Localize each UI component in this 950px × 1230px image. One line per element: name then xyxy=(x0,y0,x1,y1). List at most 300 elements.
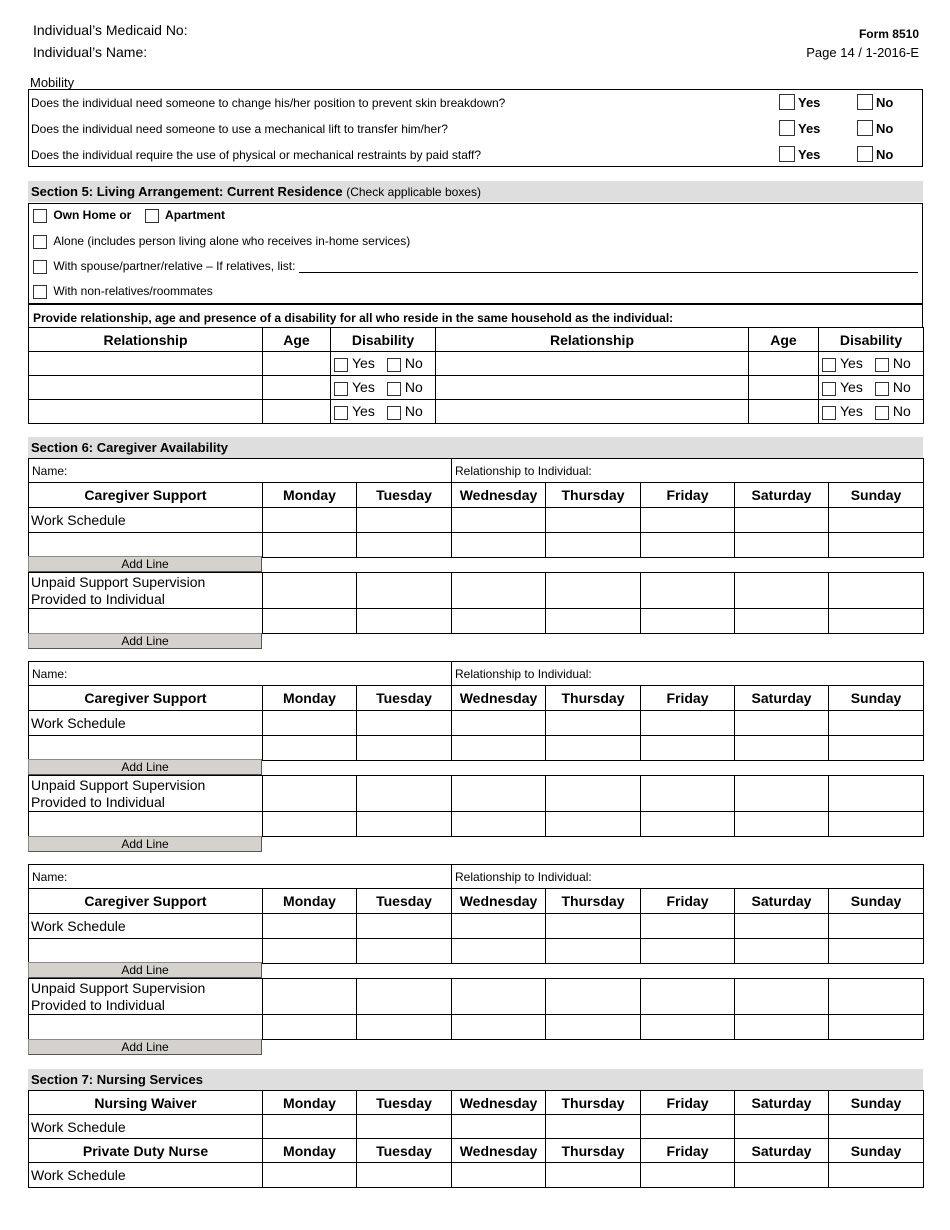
schedule-cell[interactable] xyxy=(546,776,641,812)
unpaid-line-2: Provided to Individual xyxy=(31,590,165,607)
no-label: No xyxy=(876,95,894,110)
day-header-sunday: Sunday xyxy=(829,1091,924,1115)
schedule-cell[interactable] xyxy=(263,812,357,837)
schedule-cell[interactable] xyxy=(546,508,641,533)
no-label: No xyxy=(892,355,911,372)
nursing-services-table xyxy=(28,1090,924,1188)
schedule-cell[interactable] xyxy=(735,711,829,736)
mobility-box xyxy=(28,89,923,167)
spouse-label: With spouse/partner/relative – If relatives, list: xyxy=(53,259,296,273)
caregiver-schedule-table xyxy=(28,888,924,964)
table-row xyxy=(29,914,924,939)
schedule-cell[interactable] xyxy=(357,914,452,939)
day-header-saturday: Saturday xyxy=(735,483,829,508)
schedule-cell[interactable] xyxy=(357,736,452,761)
schedule-cell[interactable] xyxy=(546,812,641,837)
schedule-cell[interactable] xyxy=(829,939,924,964)
schedule-cell[interactable] xyxy=(452,939,546,964)
day-header-sunday: Sunday xyxy=(829,483,924,508)
day-header-friday: Friday xyxy=(641,686,735,711)
schedule-cell[interactable] xyxy=(546,939,641,964)
name-label: Name: xyxy=(32,463,68,478)
day-header-tuesday: Tuesday xyxy=(357,483,452,508)
section6-title: Section 6: Caregiver Availability xyxy=(31,440,228,455)
own-home-label: Own Home or xyxy=(53,208,132,222)
medicaid-number-label: Individual’s Medicaid No: xyxy=(33,22,188,38)
table-row xyxy=(29,979,924,1015)
schedule-cell[interactable] xyxy=(263,1015,357,1040)
table-row xyxy=(29,1163,924,1188)
disability-cell xyxy=(819,376,924,400)
schedule-cell[interactable] xyxy=(546,979,641,1015)
caregiver-support-header: Caregiver Support xyxy=(29,889,263,914)
checkbox[interactable] xyxy=(779,94,795,110)
own-home-checkbox[interactable] xyxy=(33,209,47,223)
no-checkbox[interactable] xyxy=(875,382,889,396)
spouse-checkbox[interactable] xyxy=(33,260,47,274)
unpaid-support-label xyxy=(29,573,263,609)
schedule-cell[interactable] xyxy=(641,533,735,558)
yes-label: Yes xyxy=(798,121,821,136)
schedule-cell[interactable] xyxy=(641,812,735,837)
schedule-cell[interactable] xyxy=(641,711,735,736)
caregiver-name-field[interactable] xyxy=(29,459,452,483)
living-arrangement-box xyxy=(28,203,923,304)
mobility-q3-no[interactable] xyxy=(857,146,893,162)
day-header-sunday: Sunday xyxy=(829,686,924,711)
relationship-label: Relationship to Individual: xyxy=(455,869,592,884)
caregiver-name-field[interactable] xyxy=(29,865,452,889)
mobility-q1-yes[interactable] xyxy=(779,94,820,110)
caregiver-support-header: Caregiver Support xyxy=(29,483,263,508)
nonrel-checkbox[interactable] xyxy=(33,285,47,299)
mobility-q2-no[interactable] xyxy=(857,120,893,136)
table-row xyxy=(29,609,924,634)
schedule-cell[interactable] xyxy=(263,736,357,761)
day-header-tuesday: Tuesday xyxy=(357,1091,452,1115)
day-header-thursday: Thursday xyxy=(546,889,641,914)
schedule-cell[interactable] xyxy=(357,573,452,609)
schedule-cell[interactable] xyxy=(735,939,829,964)
schedule-cell[interactable] xyxy=(735,979,829,1015)
schedule-cell[interactable] xyxy=(829,736,924,761)
schedule-cell[interactable] xyxy=(829,914,924,939)
no-label: No xyxy=(892,403,911,420)
day-header-tuesday: Tuesday xyxy=(357,889,452,914)
schedule-cell[interactable] xyxy=(641,776,735,812)
schedule-cell[interactable] xyxy=(357,939,452,964)
schedule-cell[interactable] xyxy=(735,508,829,533)
caregiver-name-row xyxy=(28,661,924,686)
day-header-tuesday: Tuesday xyxy=(357,686,452,711)
section6-header xyxy=(28,437,923,458)
schedule-cell[interactable] xyxy=(263,508,357,533)
no-label: No xyxy=(892,379,911,396)
schedule-cell[interactable] xyxy=(829,609,924,634)
schedule-cell[interactable] xyxy=(735,736,829,761)
schedule-cell[interactable] xyxy=(357,711,452,736)
day-header-wednesday: Wednesday xyxy=(452,1139,546,1163)
col-relationship: Relationship xyxy=(436,328,749,352)
nursing-waiver-header: Nursing Waiver xyxy=(29,1091,263,1115)
schedule-cell[interactable] xyxy=(641,573,735,609)
schedule-cell[interactable] xyxy=(546,1163,641,1188)
schedule-cell[interactable] xyxy=(829,533,924,558)
caregiver-relationship-field[interactable] xyxy=(452,459,924,483)
nonrel-label: With non-relatives/roommates xyxy=(53,284,213,298)
work-schedule-label: Work Schedule xyxy=(29,711,263,736)
age-cell[interactable] xyxy=(749,352,819,376)
table-row xyxy=(29,711,924,736)
unpaid-line-1: Unpaid Support Supervision xyxy=(31,776,206,793)
schedule-cell[interactable] xyxy=(735,1015,829,1040)
caregiver-schedule-table xyxy=(28,482,924,558)
table-row xyxy=(29,736,924,761)
yes-checkbox[interactable] xyxy=(822,382,836,396)
schedule-cell[interactable] xyxy=(735,573,829,609)
yes-checkbox[interactable] xyxy=(334,406,348,420)
yes-label: Yes xyxy=(840,379,863,396)
add-line-button[interactable]: Add Line xyxy=(28,1039,262,1055)
schedule-cell[interactable] xyxy=(263,1163,357,1188)
caregiver-schedule-table xyxy=(28,685,924,761)
schedule-cell[interactable] xyxy=(641,914,735,939)
schedule-cell[interactable] xyxy=(452,1163,546,1188)
day-header-tuesday: Tuesday xyxy=(357,1139,452,1163)
schedule-label-cell[interactable] xyxy=(29,736,263,761)
caregiver-relationship-field[interactable] xyxy=(452,865,924,889)
schedule-cell[interactable] xyxy=(641,609,735,634)
add-line-button[interactable]: Add Line xyxy=(28,556,262,572)
day-header-sunday: Sunday xyxy=(829,889,924,914)
work-schedule-label: Work Schedule xyxy=(29,508,263,533)
schedule-cell[interactable] xyxy=(357,533,452,558)
schedule-cell[interactable] xyxy=(546,1115,641,1139)
apartment-label: Apartment xyxy=(165,208,226,222)
schedule-cell[interactable] xyxy=(641,979,735,1015)
mobility-question-2: Does the individual need someone to use a mechanical lift to transfer him/her? xyxy=(31,122,448,136)
mobility-q2-yes[interactable] xyxy=(779,120,820,136)
checkbox[interactable] xyxy=(779,146,795,162)
day-header-monday: Monday xyxy=(263,889,357,914)
name-label: Name: xyxy=(32,666,68,681)
schedule-cell[interactable] xyxy=(263,711,357,736)
schedule-cell[interactable] xyxy=(735,812,829,837)
schedule-cell[interactable] xyxy=(452,736,546,761)
own-home-row xyxy=(33,208,922,223)
table-row xyxy=(29,400,924,424)
caregiver-name-row xyxy=(28,458,924,483)
relationship-cell[interactable] xyxy=(29,400,263,424)
schedule-cell[interactable] xyxy=(357,609,452,634)
schedule-cell[interactable] xyxy=(452,609,546,634)
schedule-cell[interactable] xyxy=(357,776,452,812)
no-checkbox[interactable] xyxy=(875,406,889,420)
schedule-cell[interactable] xyxy=(357,1115,452,1139)
no-checkbox[interactable] xyxy=(875,358,889,372)
no-label: No xyxy=(876,121,894,136)
age-cell[interactable] xyxy=(749,376,819,400)
disability-cell xyxy=(331,376,436,400)
provide-instruction: Provide relationship, age and presence of a disability for all who reside in the same household as the individual: xyxy=(33,311,674,325)
relationship-cell[interactable] xyxy=(29,352,263,376)
day-header-monday: Monday xyxy=(263,1139,357,1163)
day-header-thursday: Thursday xyxy=(546,686,641,711)
table-row xyxy=(29,812,924,837)
age-cell[interactable] xyxy=(749,400,819,424)
alone-row xyxy=(33,234,922,249)
schedule-cell[interactable] xyxy=(546,573,641,609)
schedule-cell[interactable] xyxy=(263,939,357,964)
schedule-cell[interactable] xyxy=(452,979,546,1015)
yes-checkbox[interactable] xyxy=(822,406,836,420)
day-header-thursday: Thursday xyxy=(546,1139,641,1163)
day-header-sunday: Sunday xyxy=(829,1139,924,1163)
mobility-q3-yes[interactable] xyxy=(779,146,820,162)
yes-checkbox[interactable] xyxy=(822,358,836,372)
relationship-label: Relationship to Individual: xyxy=(455,463,592,478)
no-label: No xyxy=(404,379,423,396)
relatives-list-input[interactable] xyxy=(299,272,918,273)
schedule-cell[interactable] xyxy=(641,1015,735,1040)
yes-label: Yes xyxy=(352,403,375,420)
disability-cell xyxy=(331,352,436,376)
schedule-cell[interactable] xyxy=(829,1015,924,1040)
schedule-label-cell[interactable] xyxy=(29,939,263,964)
col-relationship: Relationship xyxy=(29,328,263,352)
unpaid-support-label xyxy=(29,776,263,812)
age-cell[interactable] xyxy=(263,400,331,424)
unpaid-line-2: Provided to Individual xyxy=(31,996,165,1013)
no-checkbox[interactable] xyxy=(387,358,401,372)
day-header-thursday: Thursday xyxy=(546,1091,641,1115)
yes-checkbox[interactable] xyxy=(334,358,348,372)
section5-header xyxy=(28,181,923,202)
table-row xyxy=(29,1115,924,1139)
caregiver-name-field[interactable] xyxy=(29,662,452,686)
schedule-cell[interactable] xyxy=(357,1015,452,1040)
schedule-cell[interactable] xyxy=(452,1115,546,1139)
yes-label: Yes xyxy=(352,379,375,396)
schedule-cell[interactable] xyxy=(546,914,641,939)
day-header-wednesday: Wednesday xyxy=(452,686,546,711)
unpaid-line-1: Unpaid Support Supervision xyxy=(31,979,206,996)
schedule-label-cell[interactable] xyxy=(29,1015,263,1040)
day-header-saturday: Saturday xyxy=(735,1139,829,1163)
caregiver-relationship-field[interactable] xyxy=(452,662,924,686)
schedule-cell[interactable] xyxy=(263,533,357,558)
schedule-label-cell[interactable] xyxy=(29,609,263,634)
table-row xyxy=(29,508,924,533)
yes-label: Yes xyxy=(352,355,375,372)
schedule-cell[interactable] xyxy=(546,609,641,634)
no-checkbox[interactable] xyxy=(387,382,401,396)
table-row xyxy=(29,939,924,964)
schedule-cell[interactable] xyxy=(735,776,829,812)
schedule-cell[interactable] xyxy=(452,573,546,609)
schedule-label-cell[interactable] xyxy=(29,812,263,837)
col-age: Age xyxy=(263,328,331,352)
page-number: Page 14 / 1-2016-E xyxy=(806,45,919,60)
unpaid-support-table xyxy=(28,572,924,634)
schedule-cell[interactable] xyxy=(829,979,924,1015)
section5-subtitle: (Check applicable boxes) xyxy=(346,185,481,199)
no-label: No xyxy=(404,355,423,372)
form-number: Form 8510 xyxy=(858,27,919,41)
add-line-button[interactable]: Add Line xyxy=(28,633,262,649)
mobility-title: Mobility xyxy=(30,75,75,90)
add-line-button[interactable]: Add Line xyxy=(28,836,262,852)
day-header-friday: Friday xyxy=(641,889,735,914)
unpaid-line-1: Unpaid Support Supervision xyxy=(31,573,206,590)
no-label: No xyxy=(876,147,894,162)
unpaid-support-table xyxy=(28,775,924,837)
schedule-cell[interactable] xyxy=(452,812,546,837)
checkbox[interactable] xyxy=(857,146,873,162)
yes-label: Yes xyxy=(840,403,863,420)
yes-label: Yes xyxy=(840,355,863,372)
alone-label: Alone (includes person living alone who receives in-home services) xyxy=(53,234,411,248)
work-schedule-label: Work Schedule xyxy=(29,914,263,939)
disability-cell xyxy=(819,400,924,424)
add-line-button[interactable]: Add Line xyxy=(28,759,262,775)
schedule-cell[interactable] xyxy=(641,736,735,761)
schedule-cell[interactable] xyxy=(829,812,924,837)
schedule-cell[interactable] xyxy=(829,508,924,533)
table-row xyxy=(29,376,924,400)
relationship-cell[interactable] xyxy=(436,400,749,424)
table-row xyxy=(29,776,924,812)
schedule-label-cell[interactable] xyxy=(29,533,263,558)
day-header-wednesday: Wednesday xyxy=(452,1091,546,1115)
relationship-cell[interactable] xyxy=(436,352,749,376)
schedule-cell[interactable] xyxy=(546,533,641,558)
schedule-cell[interactable] xyxy=(735,609,829,634)
mobility-question-3: Does the individual require the use of physical or mechanical restraints by paid staff? xyxy=(31,148,482,162)
mobility-q1-no[interactable] xyxy=(857,94,893,110)
schedule-cell[interactable] xyxy=(452,533,546,558)
day-header-saturday: Saturday xyxy=(735,1091,829,1115)
relationship-cell[interactable] xyxy=(29,376,263,400)
household-table xyxy=(28,327,924,424)
day-header-wednesday: Wednesday xyxy=(452,889,546,914)
apartment-checkbox[interactable] xyxy=(145,209,159,223)
schedule-cell[interactable] xyxy=(641,508,735,533)
private-duty-nurse-header: Private Duty Nurse xyxy=(29,1139,263,1163)
day-header-wednesday: Wednesday xyxy=(452,483,546,508)
caregiver-support-header: Caregiver Support xyxy=(29,686,263,711)
yes-label: Yes xyxy=(798,95,821,110)
day-header-saturday: Saturday xyxy=(735,889,829,914)
unpaid-support-table xyxy=(28,978,924,1040)
schedule-cell[interactable] xyxy=(641,1115,735,1139)
day-header-friday: Friday xyxy=(641,483,735,508)
caregiver-name-row xyxy=(28,864,924,889)
schedule-cell[interactable] xyxy=(452,508,546,533)
schedule-cell[interactable] xyxy=(641,1163,735,1188)
individual-name-label: Individual’s Name: xyxy=(33,44,148,60)
checkbox[interactable] xyxy=(779,120,795,136)
unpaid-support-label xyxy=(29,979,263,1015)
age-cell[interactable] xyxy=(263,376,331,400)
work-schedule-label: Work Schedule xyxy=(29,1163,263,1188)
relationship-cell[interactable] xyxy=(436,376,749,400)
alone-checkbox[interactable] xyxy=(33,235,47,249)
day-header-friday: Friday xyxy=(641,1091,735,1115)
yes-label: Yes xyxy=(798,147,821,162)
schedule-cell[interactable] xyxy=(452,711,546,736)
table-row xyxy=(29,352,924,376)
no-checkbox[interactable] xyxy=(387,406,401,420)
col-age: Age xyxy=(749,328,819,352)
section5-title: Section 5: Living Arrangement: Current Residence xyxy=(31,184,343,199)
col-disability: Disability xyxy=(331,328,436,352)
add-line-button[interactable]: Add Line xyxy=(28,962,262,978)
day-header-monday: Monday xyxy=(263,686,357,711)
schedule-cell[interactable] xyxy=(263,776,357,812)
checkbox[interactable] xyxy=(857,94,873,110)
schedule-cell[interactable] xyxy=(452,776,546,812)
schedule-cell[interactable] xyxy=(357,979,452,1015)
schedule-cell[interactable] xyxy=(829,1163,924,1188)
schedule-cell[interactable] xyxy=(263,979,357,1015)
schedule-cell[interactable] xyxy=(829,1115,924,1139)
provide-row xyxy=(28,304,923,327)
disability-cell xyxy=(331,400,436,424)
day-header-thursday: Thursday xyxy=(546,483,641,508)
day-header-monday: Monday xyxy=(263,483,357,508)
schedule-cell[interactable] xyxy=(735,533,829,558)
schedule-cell[interactable] xyxy=(546,736,641,761)
disability-cell xyxy=(819,352,924,376)
schedule-cell[interactable] xyxy=(452,1015,546,1040)
schedule-cell[interactable] xyxy=(263,1115,357,1139)
schedule-cell[interactable] xyxy=(735,1163,829,1188)
schedule-cell[interactable] xyxy=(263,914,357,939)
col-disability: Disability xyxy=(819,328,924,352)
section7-header xyxy=(28,1069,923,1090)
schedule-cell[interactable] xyxy=(735,914,829,939)
nonrel-row xyxy=(33,284,922,299)
schedule-cell[interactable] xyxy=(546,1015,641,1040)
schedule-cell[interactable] xyxy=(735,1115,829,1139)
schedule-cell[interactable] xyxy=(357,1163,452,1188)
relationship-label: Relationship to Individual: xyxy=(455,666,592,681)
day-header-friday: Friday xyxy=(641,1139,735,1163)
schedule-cell[interactable] xyxy=(263,573,357,609)
schedule-cell[interactable] xyxy=(829,711,924,736)
no-label: No xyxy=(404,403,423,420)
schedule-cell[interactable] xyxy=(357,812,452,837)
section7-title: Section 7: Nursing Services xyxy=(31,1072,203,1087)
mobility-question-1: Does the individual need someone to change his/her position to prevent skin breakdown? xyxy=(31,96,506,110)
table-row xyxy=(29,533,924,558)
schedule-cell[interactable] xyxy=(829,776,924,812)
yes-checkbox[interactable] xyxy=(334,382,348,396)
checkbox[interactable] xyxy=(857,120,873,136)
name-label: Name: xyxy=(32,869,68,884)
schedule-cell[interactable] xyxy=(357,508,452,533)
unpaid-line-2: Provided to Individual xyxy=(31,793,165,810)
day-header-saturday: Saturday xyxy=(735,686,829,711)
schedule-cell[interactable] xyxy=(641,939,735,964)
schedule-cell[interactable] xyxy=(452,914,546,939)
schedule-cell[interactable] xyxy=(546,711,641,736)
schedule-cell[interactable] xyxy=(829,573,924,609)
table-row xyxy=(29,573,924,609)
age-cell[interactable] xyxy=(263,352,331,376)
schedule-cell[interactable] xyxy=(263,609,357,634)
